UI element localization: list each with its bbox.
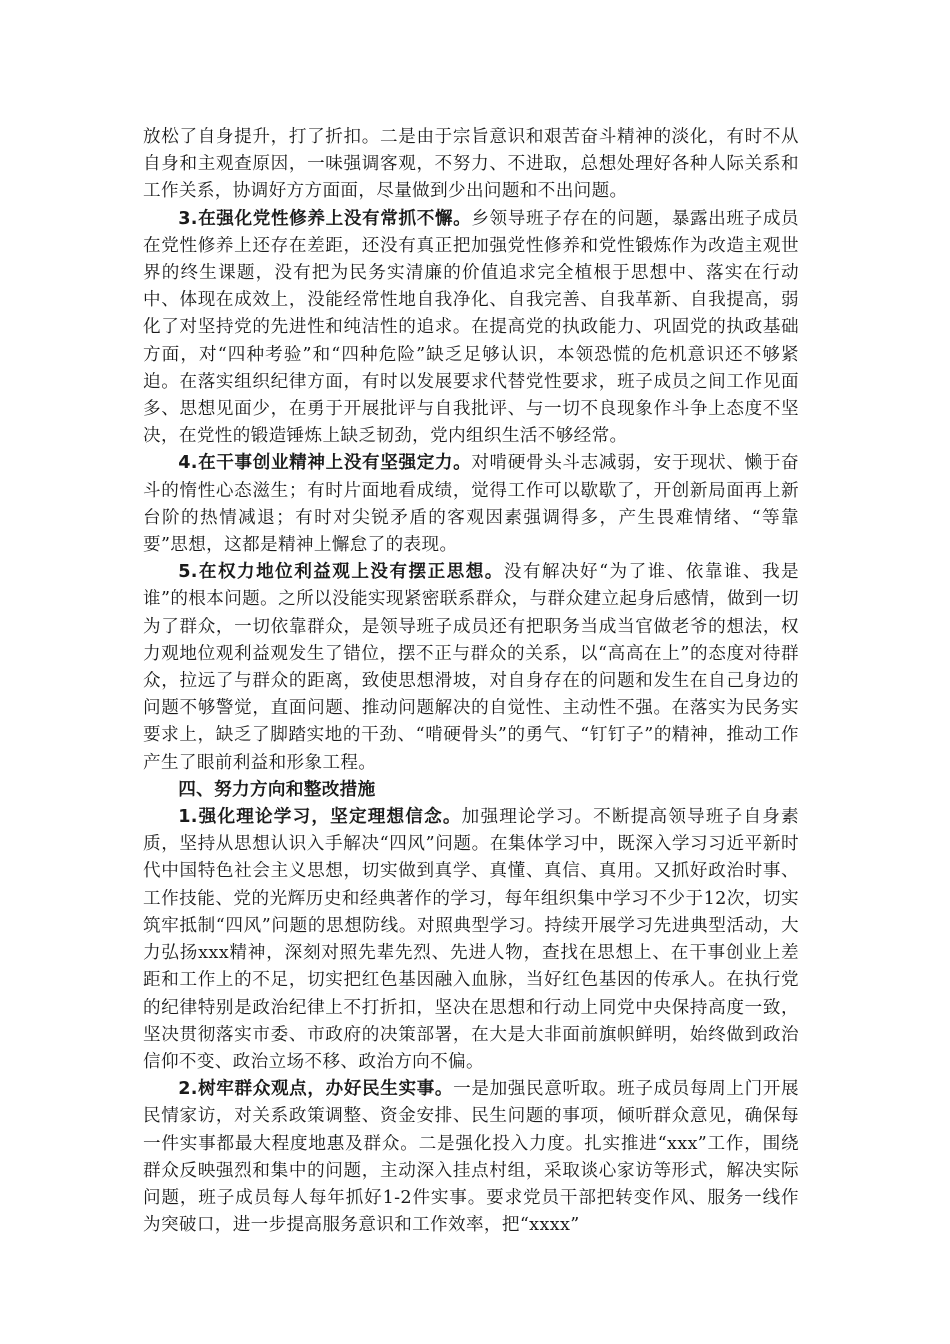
paragraph-lead: 1.强化理论学习，坚定理想信念。 [178,807,462,828]
document-page [143,124,799,1239]
paragraph-text: 对啃硬骨头斗志减弱，安于现状、懒于奋斗的惰性心态滋生；有时片面地看成绩，觉得工作可以歇歇了，开创新局面再上新台阶的热情减退；有时对尖锐矛盾的客观因素强调得多，产生畏难情绪、“等靠要”思想，这都是精神上懈怠了的表现。 [143,453,799,556]
paragraph-text: 乡领导班子存在的问题，暴露出班子成员在党性修养上还存在差距，还没有真正把加强党性修养和党性锻炼作为改造主观世界的终生课题，没有把为民务实清廉的价值追求完全植根于思想中、落实在行动中、体现在成效上，没能经常性地自我净化、自我完善、自我革新、自我提高，弱化了对坚持党的先进性和纯洁性的追求。在提高党的执政能力、巩固党的执政基础方面，对“四种考验”和“四种危险”缺乏足够认识，本领恐慌的危机意识还不够紧迫。在落实组织纪律方面，有时以发展要求代替党性要求，班子成员之间工作见面多、思想见面少，在勇于开展批评与自我批评、与一切不良现象作斗争上态度不坚决，在党性的锻造锤炼上缺乏韧劲，党内组织生活不够经常。 [143,208,799,447]
paragraph-lead: 3.在强化党性修养上没有常抓不懈。 [178,208,472,229]
section-heading: 四、努力方向和整改措施 [178,779,376,800]
paragraph-text: 一是加强民意听取。班子成员每周上门开展民情家访，对关系政策调整、资金安排、民生问题的事项，倾听群众意见，确保每一件实事都最大程度地惠及群众。二是强化投入力度。扎实推进“xxx”工作，围绕群众反映强烈和集中的问题，主动深入挂点村组，采取谈心家访等形式，解决实际问题，班子成员每人每年抓好1-2件实事。要求党员干部把转变作风、服务一线作为突破口，进一步提高服务意识和工作效率，把“xxxx” [143,1079,799,1236]
paragraph-4 [143,450,799,559]
paragraph-lead: 4.在干事创业精神上没有坚强定力。 [178,453,472,474]
paragraph-text: 放松了自身提升，打了折扣。二是由于宗旨意识和艰苦奋斗精神的淡化，有时不从自身和主观查原因，一味强调客观，不努力、不进取，总想处理好各种人际关系和工作关系，协调好方方面面，尽量做到少出问题和不出问题。 [143,127,799,202]
paragraph-3 [143,206,799,451]
measure-1 [143,804,799,1076]
paragraph-lead: 5.在权力地位利益观上没有摆正思想。 [178,562,504,583]
paragraph-text: 没有解决好“为了谁、依靠谁、我是谁”的根本问题。之所以没能实现紧密联系群众，与群众建立起身后感情，做到一切为了群众，一切依靠群众，是领导班子成员还有把职务当成当官做老爷的想法，权力观地位观利益观发生了错位，摆不正与群众的关系，以“高高在上”的态度对待群众，拉远了与群众的距离，致使思想滑坡，对自身存在的问题和发生在自己身边的问题不够警觉，直面问题、推动问题解决的自觉性、主动性不强。在落实为民务实要求上，缺乏了脚踏实地的干劲、“啃硬骨头”的勇气、“钉钉子”的精神，推动工作产生了眼前利益和形象工程。 [143,562,799,773]
paragraph-lead: 2.树牢群众观点，办好民生实事。 [178,1079,454,1100]
paragraph-text: 加强理论学习。不断提高领导班子自身素质，坚持从思想认识入手解决“四风”问题。在集体学习中，既深入学习习近平新时代中国特色社会主义思想，切实做到真学、真懂、真信、真用。又抓好政治时事、工作技能、党的光辉历史和经典著作的学习，每年组织集中学习不少于12次，切实筑牢抵制“四风”问题的思想防线。对照典型学习。持续开展学习先进典型活动，大力弘扬xxx精神，深刻对照先辈先烈、先进人物，查找在思想上、在干事创业上差距和工作上的不足，切实把红色基因融入血脉，当好红色基因的传承人。在执行党的纪律特别是政治纪律上不打折扣，坚决在思想和行动上同党中央保持高度一致，坚决贯彻落实市委、市政府的决策部署，在大是大非面前旗帜鲜明，始终做到政治信仰不变、政治立场不移、政治方向不偏。 [143,807,799,1072]
paragraph-5 [143,559,799,777]
paragraph-continued [143,124,799,206]
measure-2 [143,1076,799,1239]
